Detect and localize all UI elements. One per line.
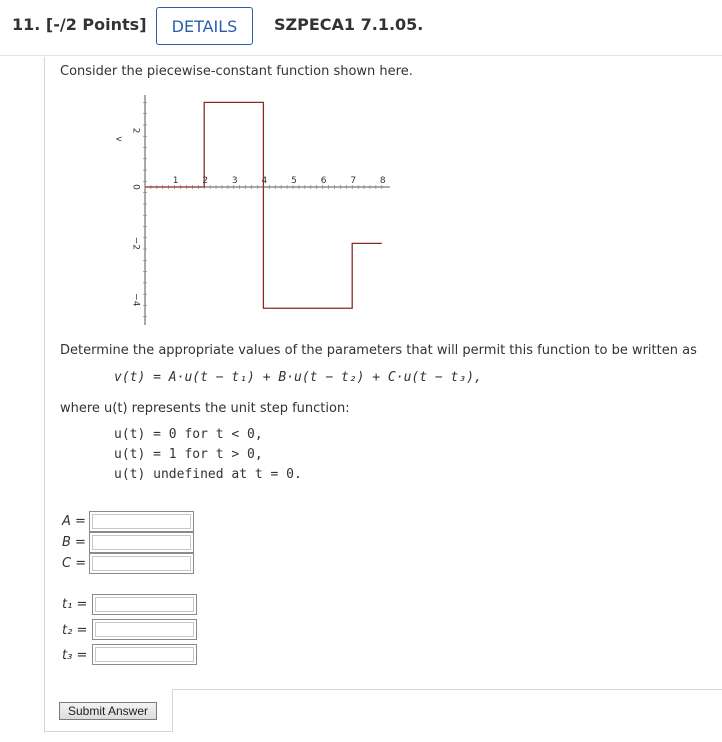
input-B[interactable] — [89, 532, 194, 553]
y-tick-label: 0 — [130, 184, 141, 190]
determine-text: Determine the appropriate values of the parameters that will permit this function to be written as — [60, 343, 697, 358]
input-t3[interactable] — [92, 644, 197, 665]
y-tick-label: 2 — [130, 127, 141, 134]
unit-step-def-2: u(t) = 1 for t > 0, — [114, 447, 263, 462]
input-C[interactable] — [89, 553, 194, 574]
question-number-and-points: 11. [-/2 Points] — [12, 15, 147, 34]
x-tick-label: 4 — [261, 176, 268, 186]
x-tick-label: 1 — [172, 176, 179, 186]
x-tick-label: 3 — [231, 176, 238, 186]
function-line — [145, 102, 382, 308]
card-divider-horizontal — [172, 689, 722, 690]
label-C: C = — [62, 556, 87, 571]
header-divider — [0, 55, 722, 56]
details-button[interactable]: DETAILS — [156, 7, 253, 45]
label-t1: t₁ = — [62, 597, 88, 612]
card-bottom-border — [44, 731, 172, 732]
unit-step-def-3: u(t) undefined at t = 0. — [114, 467, 302, 482]
x-tick-label: 8 — [379, 176, 386, 186]
label-B: B = — [62, 535, 86, 550]
question-header — [0, 0, 722, 55]
x-tick-label: 7 — [350, 176, 357, 186]
y-axis-label: v — [113, 136, 124, 142]
question-code: SZPECA1 7.1.05. — [274, 15, 424, 34]
input-A[interactable] — [89, 511, 194, 532]
x-tick-label: 2 — [202, 176, 209, 186]
label-t3: t₃ = — [62, 648, 88, 663]
where-text: where u(t) represents the unit step function: — [60, 401, 350, 416]
input-t1[interactable] — [92, 594, 197, 615]
piecewise-function-chart — [100, 85, 390, 330]
equation: v(t) = A·u(t − t₁) + B·u(t − t₂) + C·u(t − t₃), — [114, 370, 482, 385]
label-t2: t₂ = — [62, 623, 88, 638]
x-tick-label: 5 — [291, 176, 297, 186]
intro-text: Consider the piecewise-constant function shown here. — [60, 64, 413, 79]
label-A: A = — [62, 514, 86, 529]
input-t2[interactable] — [92, 619, 197, 640]
y-tick-label: −2 — [130, 236, 141, 251]
submit-answer-button[interactable]: Submit Answer — [59, 702, 157, 720]
unit-step-def-1: u(t) = 0 for t < 0, — [114, 427, 263, 442]
y-tick-label: −4 — [130, 293, 141, 307]
x-tick-label: 6 — [320, 176, 327, 186]
card-divider — [172, 689, 173, 732]
